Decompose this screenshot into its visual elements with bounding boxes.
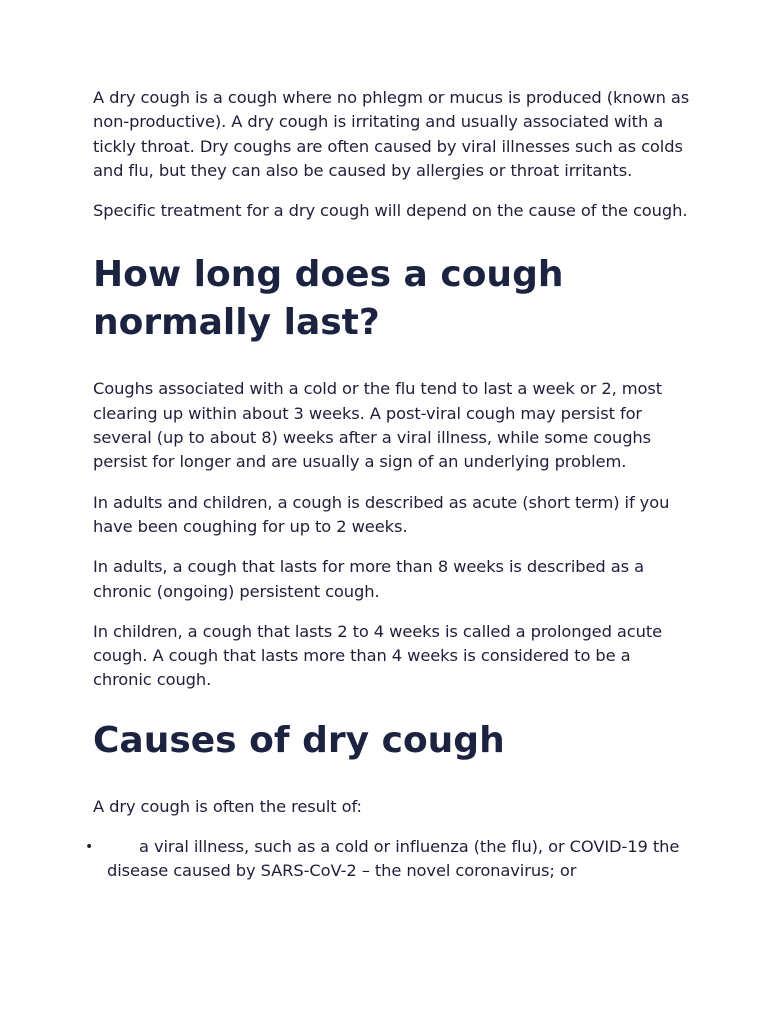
duration-paragraph: In children, a cough that lasts 2 to 4 weeks is called a prolonged acute cough. A cough that lasts more than 4 weeks is considered to be a chronic cough.	[93, 621, 663, 690]
causes-list	[85, 835, 693, 884]
causes-intro: A dry cough is often the result of:	[93, 796, 362, 816]
duration-paragraph: Coughs associated with a cold or the flu tend to last a week or 2, most clearing up within about 3 weeks. A post-viral cough may persist for several (up to about 8) weeks after a viral illness, while some coughs persist for longer and are usually a sign of an underlying problem.	[93, 379, 663, 472]
bullet-icon: •	[85, 839, 94, 856]
list-item	[85, 835, 693, 884]
causes-heading: Causes of dry cough	[93, 719, 505, 761]
article	[85, 86, 693, 884]
duration-heading: How long does a cough normally last?	[93, 254, 564, 344]
intro-paragraph: Specific treatment for a dry cough will depend on the cause of the cough.	[93, 201, 688, 221]
duration-paragraph: In adults, a cough that lasts for more than 8 weeks is described as a chronic (ongoing) persistent cough.	[93, 557, 644, 601]
list-item-text: a viral illness, such as a cold or influenza (the flu), or COVID-19 the disease caused by SARS-CoV-2 – the novel coronavirus; or	[107, 837, 680, 881]
intro-paragraph: A dry cough is a cough where no phlegm or mucus is produced (known as non-productive). A dry cough is irritating and usually associated with a tickly throat. Dry coughs are often caused by viral illnesses such as colds and flu, but they can also be caused by allergies or throat irritants.	[93, 88, 690, 180]
duration-paragraph: In adults and children, a cough is described as acute (short term) if you have been coughing for up to 2 weeks.	[93, 492, 670, 536]
